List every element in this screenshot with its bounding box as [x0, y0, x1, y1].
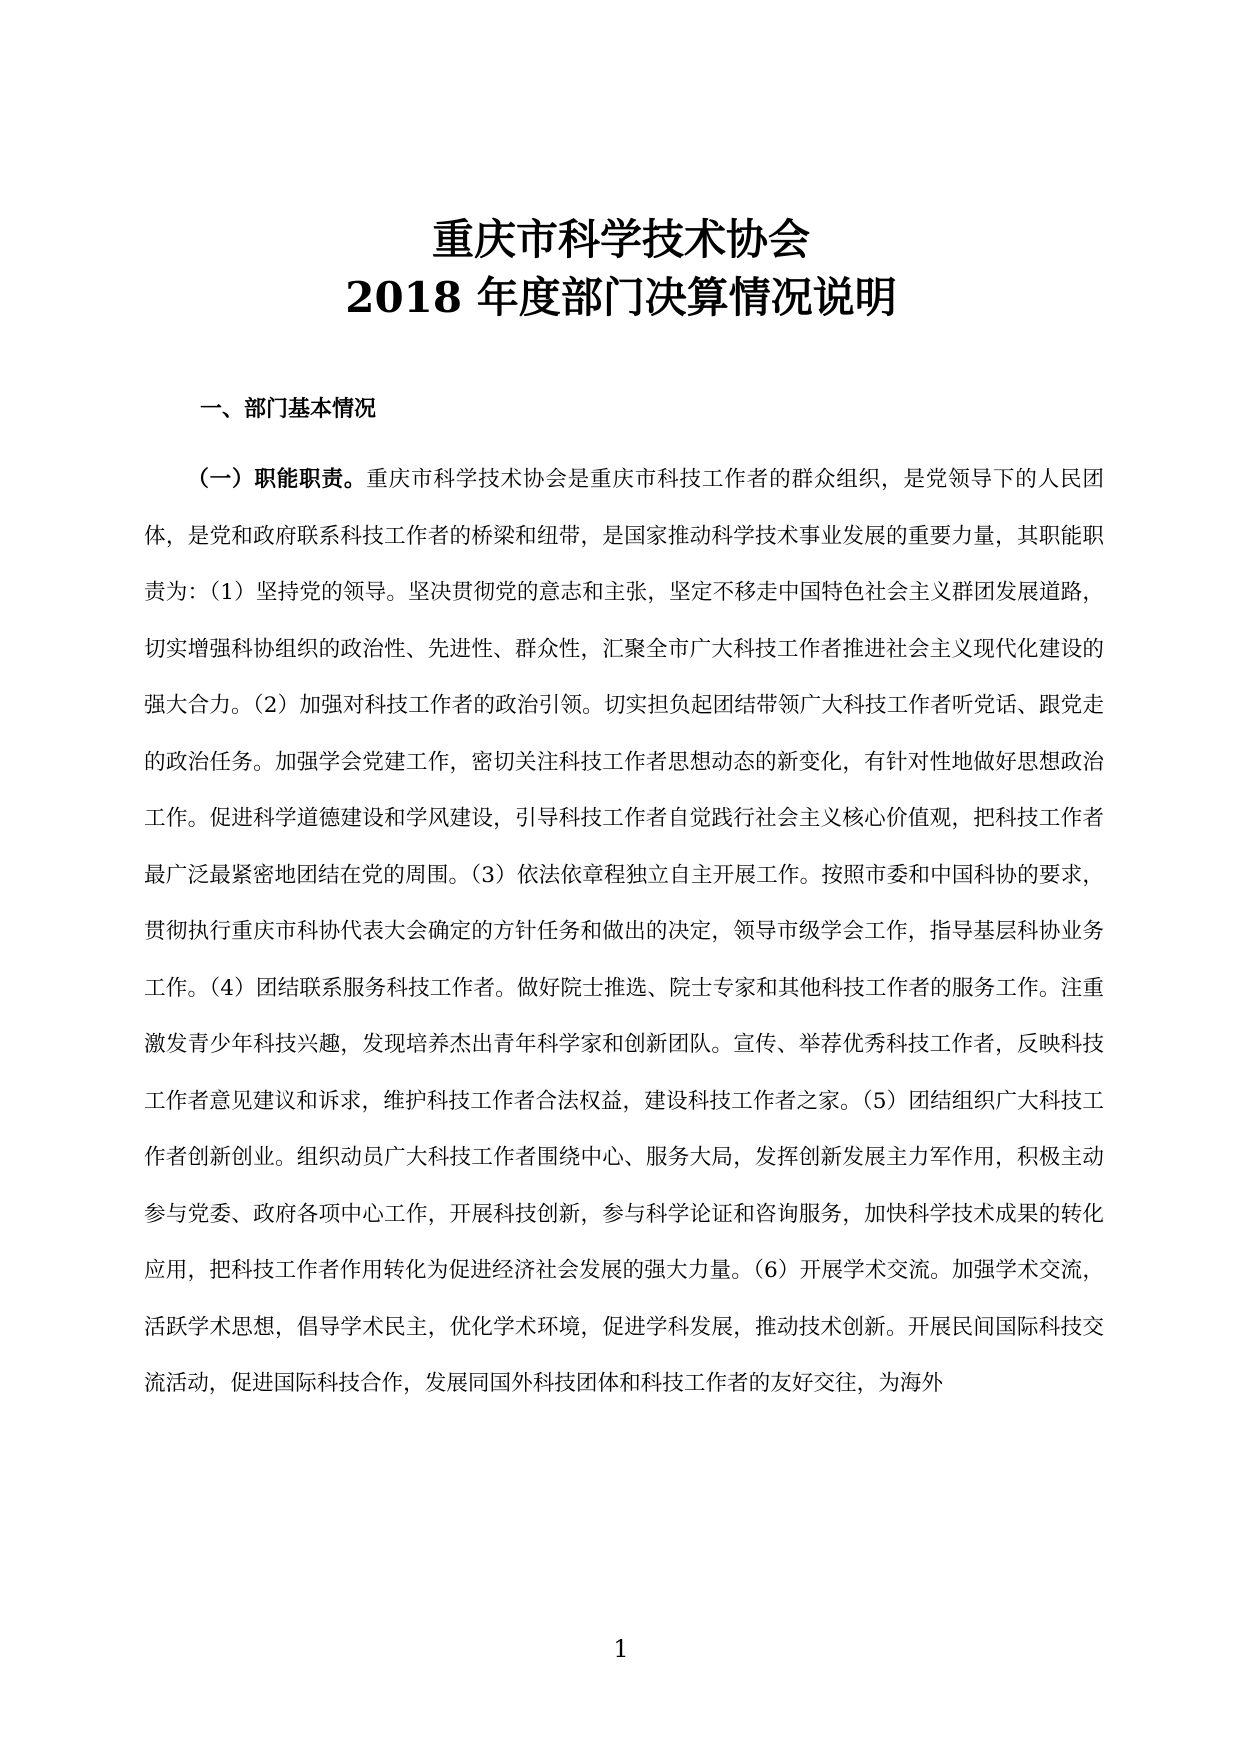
section-heading: 一、部门基本情况 — [200, 397, 377, 422]
document-title-line-2: 2018 年度部门决算情况说明 — [345, 273, 897, 322]
document-title-line-1: 重庆市科学技术协会 — [431, 215, 810, 264]
paragraph-body: 重庆市科学技术协会是重庆市科技工作者的群众组织，是党领导下的人民团体，是党和政府联系科技工作者的桥梁和纽带，是国家推动科学技术事业发展的重要力量，其职能职责为：（1）坚持党的领导。坚决贯彻党的意志和主张，坚定不移走中国特色社会主义群团发展道路，切实增强科协组织的政治性、先进性、群众性，汇聚全市广大科技工作者推进社会主义现代化建设的强大合力。（2）加强对科技工作者的政治引领。切实担负起团结带领广大科技工作者听党话、跟党走的政治任务。加强学会党建工作，密切关注科技工作者思想动态的新变化，有针对性地做好思想政治工作。促进科学道德建设和学风建设，引导科技工作者自觉践行社会主义核心价值观，把科技工作者最广泛最紧密地团结在党的周围。（3）依法依章程独立自主开展工作。按照市委和中国科协的要求，贯彻执行重庆市科协代表大会确定的方针任务和做出的决定，领导市级学会工作，指导基层科协业务工作。（4）团结联系服务科技工作者。做好院士推选、院士专家和其他科技工作者的服务工作。注重激发青少年科技兴趣，发现培养杰出青年科学家和创新团队。宣传、举荐优秀科技工作者，反映科技工作者意见建议和诉求，维护科技工作者合法权益，建设科技工作者之家。（5）团结组织广大科技工作者创新创业。组织动员广大科技工作者围绕中心、服务大局，发挥创新发展主力军作用，积极主动参与党委、政府各项中心工作，开展科技创新，参与科学论证和咨询服务，加快科学技术成果的转化应用，把科技工作者作用转化为促进经济社会发展的强大力量。（6）开展学术交流。加强学术交流，活跃学术思想，倡导学术民主，优化学术环境，促进学科发展，推动技术创新。开展民间国际科技交流活动，促进国际科技合作，发展同国外科技团体和科技工作者的友好交往，为海外 — [144, 467, 1104, 1396]
page-number: 1 — [613, 1635, 629, 1663]
body-paragraph — [144, 452, 1104, 1413]
paragraph-lead: （一）职能职责。 — [187, 467, 367, 492]
